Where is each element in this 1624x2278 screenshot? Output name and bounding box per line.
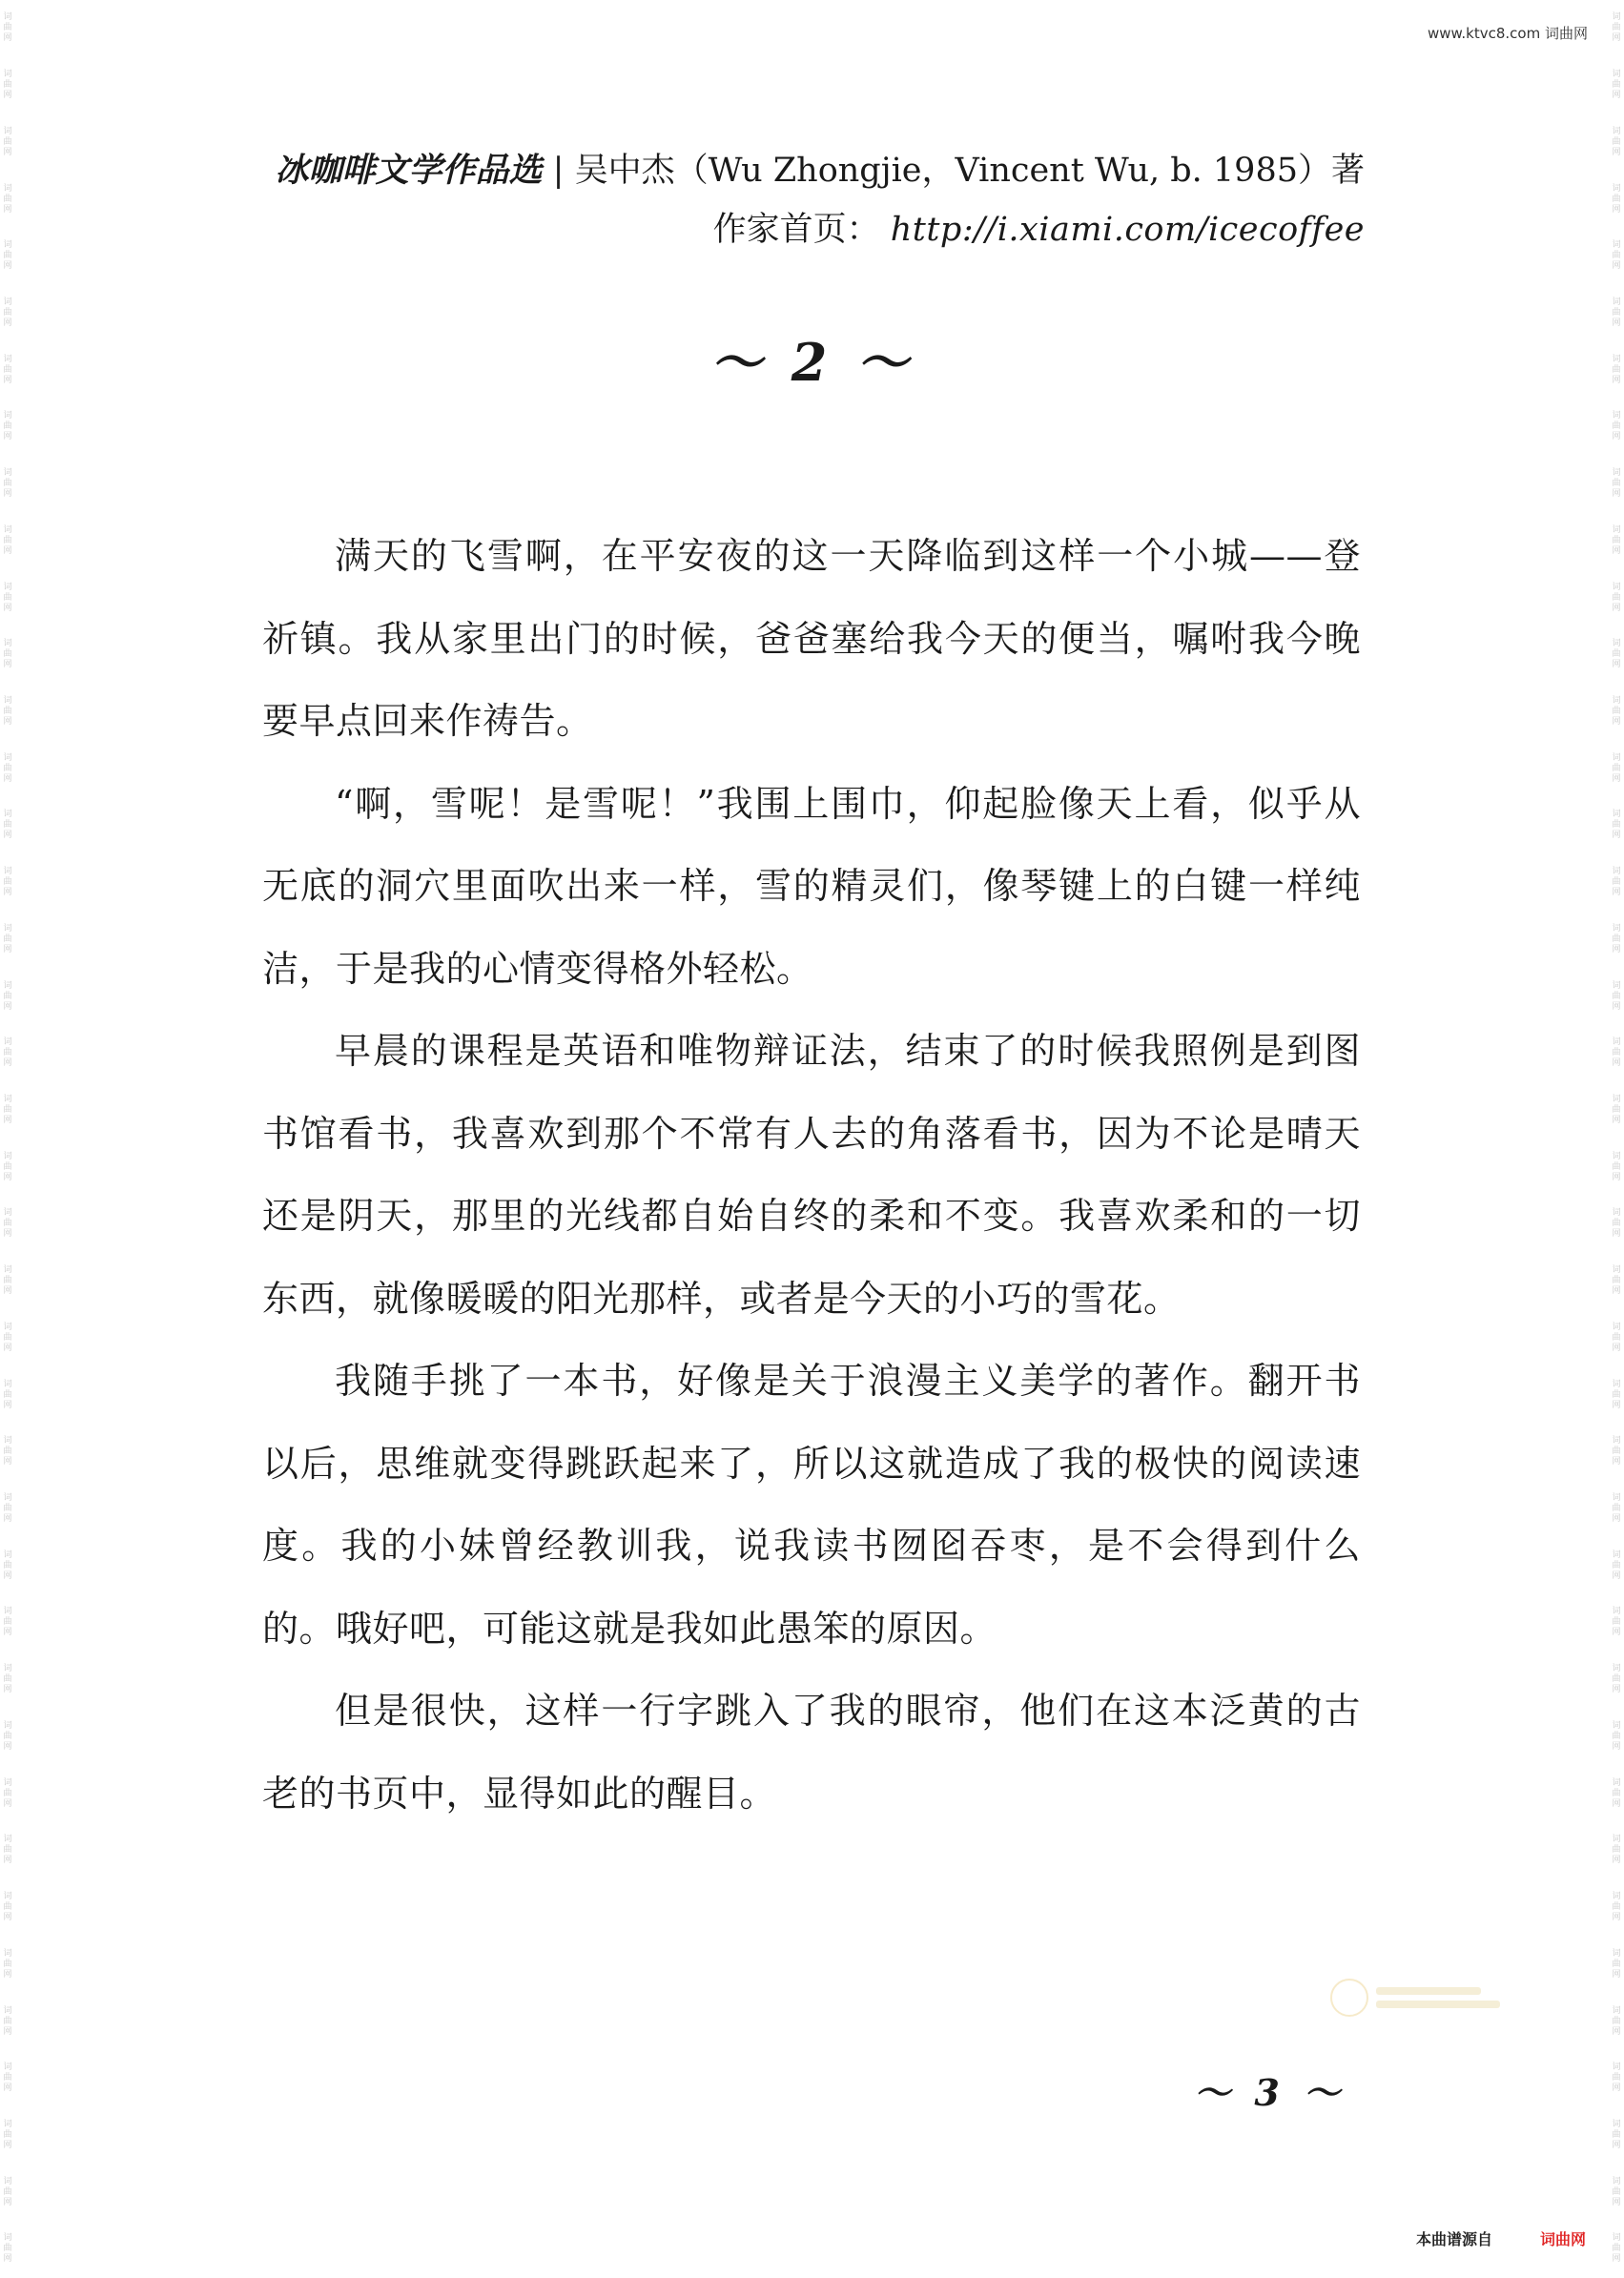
side-mark: 词曲网 bbox=[3, 1607, 12, 1638]
paragraph: “啊，雪呢！是雪呢！”我围上围巾，仰起脸像天上看，似乎从无底的洞穴里面吹出来一样，雪的精灵们，像琴键上的白键一样纯洁，于是我的心情变得格外轻松。 bbox=[262, 782, 1361, 990]
side-mark: 词曲网 bbox=[1612, 2233, 1621, 2265]
page-footer bbox=[1416, 2227, 1586, 2249]
side-mark: 词曲网 bbox=[1612, 126, 1621, 157]
side-mark: 词曲网 bbox=[1612, 1892, 1621, 1923]
header-homepage bbox=[276, 200, 1365, 259]
footer-site-link[interactable]: 词曲网 bbox=[1539, 2230, 1586, 2248]
side-mark: 词曲网 bbox=[1612, 1208, 1621, 1240]
side-mark: 词曲网 bbox=[3, 582, 12, 613]
side-mark: 词曲网 bbox=[3, 1322, 12, 1353]
header-separator: | bbox=[552, 152, 565, 190]
side-mark: 词曲网 bbox=[1612, 980, 1621, 1012]
side-mark: 词曲网 bbox=[3, 1664, 12, 1695]
side-mark: 词曲网 bbox=[1612, 1037, 1621, 1069]
side-mark: 词曲网 bbox=[1612, 1664, 1621, 1695]
body-text bbox=[262, 515, 1361, 1835]
side-mark: 词曲网 bbox=[3, 297, 12, 328]
side-mark: 词曲网 bbox=[3, 2176, 12, 2207]
paragraph: 我随手挑了一本书，好像是关于浪漫主义美学的著作。翻开书以后，思维就变得跳跃起来了，所以这就造成了我的极快的阅读速度。我的小妹曾经教训我，说我读书囫囵吞枣，是不会得到什么的。哦好吧，可能这就是我如此愚笨的原因。 bbox=[262, 1360, 1361, 1650]
side-mark: 词曲网 bbox=[1612, 1095, 1621, 1126]
side-mark: 词曲网 bbox=[3, 70, 12, 101]
side-mark: 词曲网 bbox=[1612, 810, 1621, 841]
side-mark: 词曲网 bbox=[3, 1265, 12, 1297]
side-mark: 词曲网 bbox=[1612, 2063, 1621, 2094]
side-mark: 词曲网 bbox=[1612, 183, 1621, 215]
side-mark: 词曲网 bbox=[1612, 1151, 1621, 1182]
side-mark: 词曲网 bbox=[3, 2233, 12, 2265]
side-mark: 词曲网 bbox=[3, 810, 12, 841]
side-mark: 词曲网 bbox=[3, 354, 12, 385]
side-mark: 词曲网 bbox=[3, 1493, 12, 1525]
side-mark: 词曲网 bbox=[3, 240, 12, 272]
side-mark: 词曲网 bbox=[1612, 1720, 1621, 1752]
faded-logo-watermark bbox=[1330, 1974, 1511, 2021]
side-mark: 词曲网 bbox=[1612, 1607, 1621, 1638]
side-mark: 词曲网 bbox=[3, 1095, 12, 1126]
side-mark: 词曲网 bbox=[1612, 1549, 1621, 1581]
side-mark: 词曲网 bbox=[3, 1835, 12, 1866]
side-mark: 词曲网 bbox=[3, 1037, 12, 1069]
side-mark: 词曲网 bbox=[3, 2005, 12, 2037]
side-mark: 词曲网 bbox=[3, 639, 12, 670]
side-mark: 词曲网 bbox=[3, 867, 12, 898]
side-mark: 词曲网 bbox=[1612, 240, 1621, 272]
side-mark: 词曲网 bbox=[3, 1151, 12, 1182]
side-mark: 词曲网 bbox=[3, 752, 12, 784]
side-mark: 词曲网 bbox=[3, 2063, 12, 2094]
side-mark: 词曲网 bbox=[1612, 468, 1621, 500]
side-mark: 词曲网 bbox=[3, 468, 12, 500]
side-mark: 词曲网 bbox=[1612, 1379, 1621, 1410]
paragraph: 满天的飞雪啊，在平安夜的这一天降临到这样一个小城——登祈镇。我从家里出门的时候，爸爸塞给我今天的便当，嘱咐我今晚要早点回来作祷告。 bbox=[262, 535, 1361, 742]
side-mark: 词曲网 bbox=[3, 183, 12, 215]
side-mark: 词曲网 bbox=[1612, 2005, 1621, 2037]
site-watermark-text: www.ktvc8.com 词曲网 bbox=[1427, 25, 1588, 42]
side-mark: 词曲网 bbox=[3, 126, 12, 157]
side-mark: 词曲网 bbox=[1612, 1777, 1621, 1809]
side-mark: 词曲网 bbox=[3, 524, 12, 556]
side-mark: 词曲网 bbox=[1612, 70, 1621, 101]
logo-circle-icon bbox=[1330, 1979, 1368, 2017]
side-mark: 词曲网 bbox=[3, 1892, 12, 1923]
header-byline bbox=[276, 141, 1365, 200]
paragraph: 早晨的课程是英语和唯物辩证法，结束了的时候我照例是到图书馆看书，我喜欢到那个不常有人去的角落看书，因为不论是晴天还是阴天，那里的光线都自始自终的柔和不变。我喜欢柔和的一切东西，就像暖暖的阳光那样，或者是今天的小巧的雪花。 bbox=[262, 1030, 1361, 1320]
side-mark: 词曲网 bbox=[3, 980, 12, 1012]
side-mark: 词曲网 bbox=[3, 1549, 12, 1581]
side-mark: 词曲网 bbox=[3, 1777, 12, 1809]
side-mark: 词曲网 bbox=[3, 1720, 12, 1752]
side-mark: 词曲网 bbox=[1612, 752, 1621, 784]
series-title: 冰咖啡文学作品选 bbox=[275, 151, 543, 190]
side-mark: 词曲网 bbox=[1612, 2119, 1621, 2150]
homepage-link[interactable]: http://i.xiami.com/icecoffee bbox=[890, 211, 1365, 249]
author-credit: 吴中杰（Wu Zhongjie，Vincent Wu, b. 1985）著 bbox=[574, 152, 1365, 190]
side-mark: 词曲网 bbox=[3, 1208, 12, 1240]
page-header bbox=[276, 141, 1365, 259]
side-mark: 词曲网 bbox=[1612, 524, 1621, 556]
side-mark: 词曲网 bbox=[3, 411, 12, 442]
side-mark: 词曲网 bbox=[3, 1948, 12, 1980]
paragraph: 但是很快，这样一行字跳入了我的眼帘，他们在这本泛黄的古老的书页中，显得如此的醒目。 bbox=[262, 1690, 1361, 1815]
side-mark: 词曲网 bbox=[1612, 297, 1621, 328]
side-mark: 词曲网 bbox=[1612, 1436, 1621, 1467]
side-mark: 词曲网 bbox=[1612, 1835, 1621, 1866]
side-mark: 词曲网 bbox=[3, 1379, 12, 1410]
side-mark: 词曲网 bbox=[1612, 639, 1621, 670]
side-mark: 词曲网 bbox=[1612, 1948, 1621, 1980]
chapter-heading: ～ 2 ～ bbox=[709, 332, 915, 393]
page-number: ～ 3 ～ bbox=[1194, 2071, 1346, 2114]
side-mark: 词曲网 bbox=[1612, 354, 1621, 385]
side-mark: 词曲网 bbox=[3, 2119, 12, 2150]
side-mark: 词曲网 bbox=[1612, 12, 1621, 44]
side-mark: 词曲网 bbox=[1612, 2176, 1621, 2207]
side-mark: 词曲网 bbox=[1612, 695, 1621, 727]
side-mark: 词曲网 bbox=[3, 695, 12, 727]
homepage-label: 作家首页： bbox=[712, 211, 880, 249]
side-mark: 词曲网 bbox=[1612, 923, 1621, 954]
side-mark: 词曲网 bbox=[3, 923, 12, 954]
side-mark: 词曲网 bbox=[1612, 1493, 1621, 1525]
side-mark: 词曲网 bbox=[1612, 582, 1621, 613]
side-mark: 词曲网 bbox=[1612, 411, 1621, 442]
side-mark: 词曲网 bbox=[1612, 1322, 1621, 1353]
side-mark: 词曲网 bbox=[3, 1436, 12, 1467]
side-mark: 词曲网 bbox=[1612, 1265, 1621, 1297]
footer-source-label: 本曲谱源自 bbox=[1415, 2230, 1492, 2248]
side-mark: 词曲网 bbox=[1612, 867, 1621, 898]
side-mark: 词曲网 bbox=[3, 12, 12, 44]
